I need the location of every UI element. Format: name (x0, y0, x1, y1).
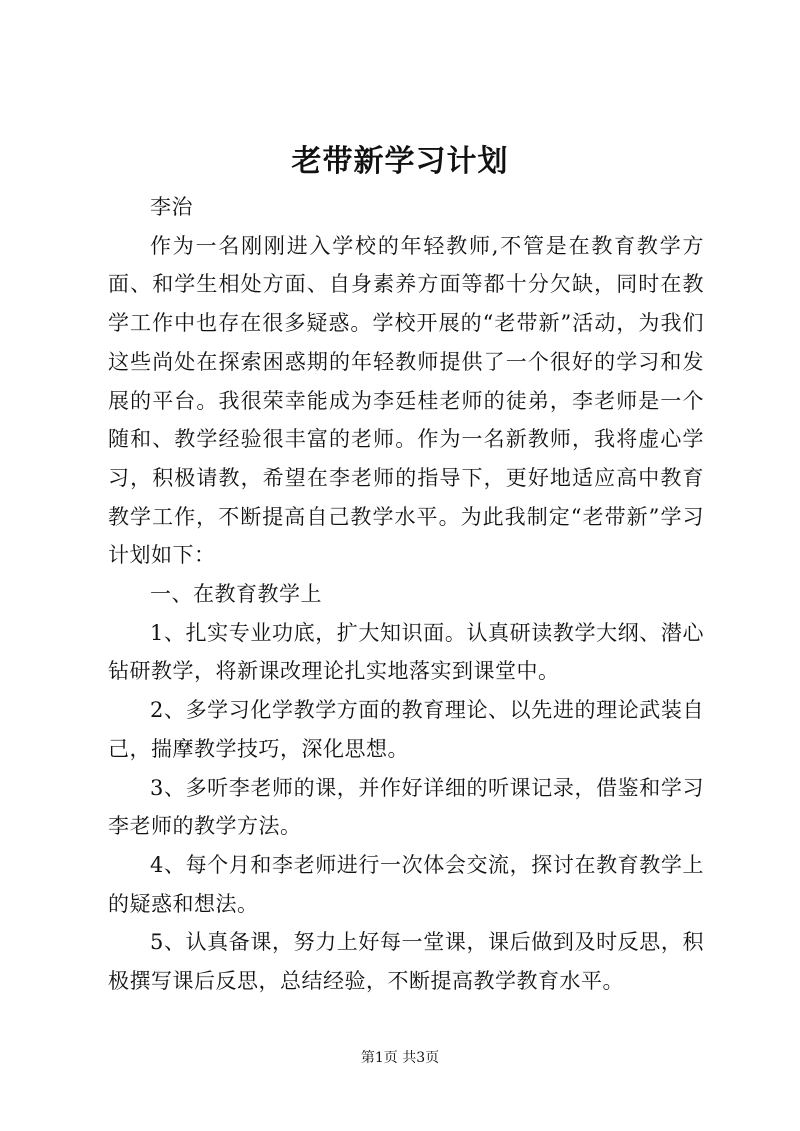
section-heading: 一、在教育教学上 (150, 582, 322, 607)
page-footer: 第1页 共3页 (360, 1050, 440, 1066)
paragraph-item-3: 3、多听李老师的课，并作好详细的听课记录，借鉴和学习李老师的教学方法。 (108, 775, 704, 839)
paragraph-item-1: 1、扎实专业功底，扩大知识面。认真研读教学大纲、潜心钻研教学，将新课改理论扎实地落实到课堂中。 (108, 620, 704, 684)
paragraph-item-5: 5、认真备课，努力上好每一堂课，课后做到及时反思，积极撰写课后反思，总结经验，不断提高教学教育水平。 (108, 930, 704, 994)
author-line: 李治 (150, 195, 193, 219)
paragraph-item-4: 4、每个月和李老师进行一次体会交流，探讨在教育教学上的疑惑和想法。 (108, 852, 704, 916)
paragraph-item-2: 2、多学习化学教学方面的教育理论、以先进的理论武装自己，揣摩教学技巧，深化思想。 (108, 698, 704, 761)
document-body (108, 188, 704, 1001)
paragraph-intro: 作为一名刚刚进入学校的年轻教师,不管是在教育教学方面、和学生相处方面、自身素养方面等都十分欠缺，同时在教学工作中也存在很多疑惑。学校开展的“老带新”活动，为我们这些尚处在探索困惑期的年轻教师提供了一个很好的学习和发展的平台。我很荣幸能成为李廷桂老师的徒弟，李老师是一个随和、教学经验很丰富的老师。作为一名新教师，我将虚心学习，积极请教，希望在李老师的指导下，更好地适应高中教育教学工作，不断提高自己教学水平。为此我制定“老带新”学习计划如下： (108, 233, 704, 568)
document-title: 老带新学习计划 (291, 144, 509, 179)
